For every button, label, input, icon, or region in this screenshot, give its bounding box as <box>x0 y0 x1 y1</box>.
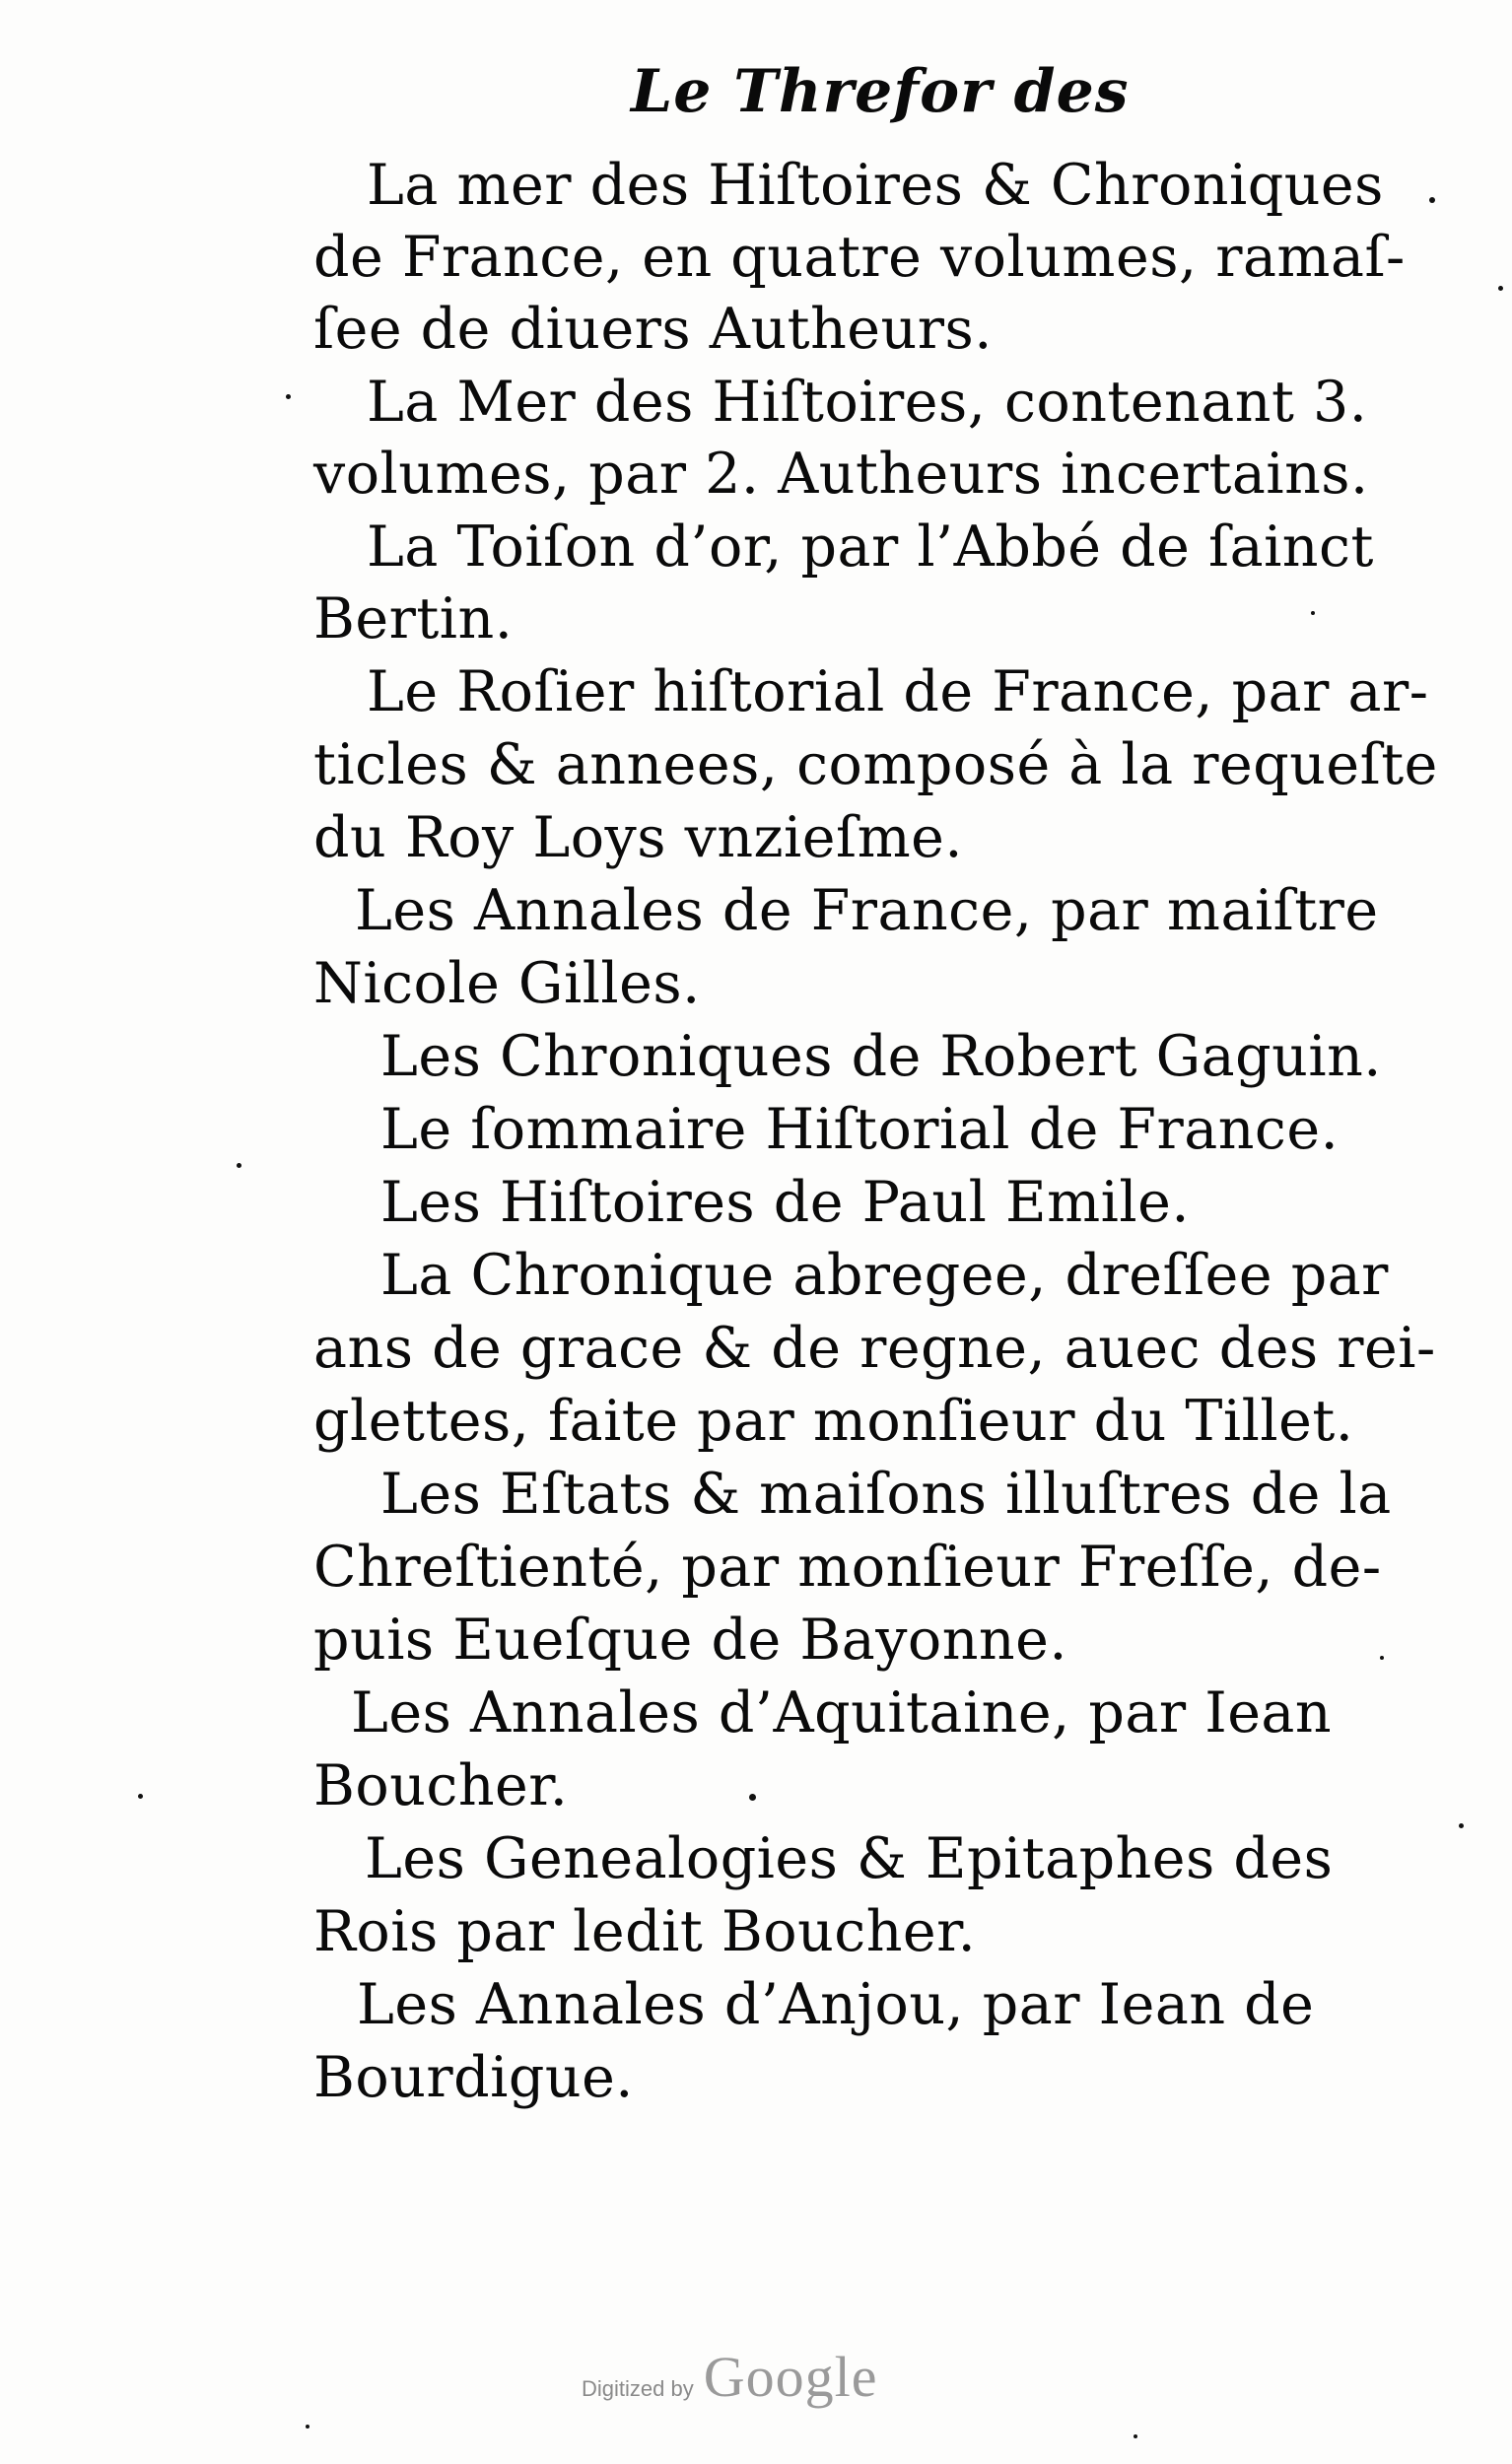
text-line: Bertin. <box>313 586 514 651</box>
scan-speck <box>138 1794 143 1799</box>
scan-speck <box>306 2425 309 2429</box>
scan-speck <box>749 1794 756 1801</box>
scan-speck <box>1380 1656 1384 1660</box>
text-line: Le Roſier hiſtorial de France, par ar- <box>367 659 1429 724</box>
scan-speck <box>286 394 291 399</box>
digitized-by-watermark <box>582 2344 877 2410</box>
text-line: puis Eueſque de Bayonne. <box>313 1608 1067 1673</box>
text-line: ticles & annees, composé à la requeſte <box>313 732 1438 797</box>
text-line: du Roy Loys vnzieſme. <box>313 805 964 870</box>
text-line: de France, en quatre volumes, ramaſ- <box>313 225 1406 290</box>
text-line: glettes, faite par monſieur du Tillet. <box>313 1389 1354 1454</box>
text-line: Chreſtienté, par monſieur Freſſe, de- <box>313 1535 1382 1600</box>
text-line: Les Hiſtoires de Paul Emile. <box>380 1170 1190 1235</box>
text-line: Rois par ledit Boucher. <box>313 1899 977 1964</box>
text-line: ans de grace & de regne, auec des rei- <box>313 1316 1436 1381</box>
text-line: Les Annales d’Aquitaine, par Iean <box>351 1680 1333 1745</box>
text-line: La Mer des Hiſtoires, contenant 3. <box>367 370 1368 435</box>
text-line: Nicole Gilles. <box>313 951 701 1016</box>
running-head: Le Threfor des <box>631 57 1130 126</box>
scan-speck <box>237 1163 241 1168</box>
text-line: La Chronique abregee, dreſſee par <box>380 1243 1389 1308</box>
text-line: Les Genealogies & Epitaphes des <box>365 1826 1334 1891</box>
text-line: Le ſommaire Hiſtorial de France. <box>380 1097 1340 1162</box>
text-line: Les Annales d’Anjou, par Iean de <box>357 1972 1315 2037</box>
digitized-label: Digitized by <box>582 2376 694 2401</box>
scan-speck <box>1459 1823 1464 1828</box>
text-line: Boucher. <box>313 1753 569 1818</box>
text-line: Bourdigue. <box>313 2045 634 2110</box>
text-line: La Toiſon d’or, par l’Abbé de ſainct <box>367 514 1374 580</box>
scan-speck <box>1429 197 1435 203</box>
scan-speck <box>1134 2434 1137 2438</box>
text-line: ſee de diuers Autheurs. <box>313 297 993 362</box>
scan-speck <box>1498 286 1503 291</box>
scan-speck <box>1311 611 1315 615</box>
text-line: La mer des Hiſtoires & Chroniques <box>367 153 1384 218</box>
text-line: volumes, par 2. Autheurs incertains. <box>313 442 1369 507</box>
text-line: Les Chroniques de Robert Gaguin. <box>380 1024 1382 1089</box>
google-logo: Google <box>703 2345 878 2409</box>
text-line: Les Annales de France, par maiſtre <box>355 878 1379 943</box>
text-line: Les Eſtats & maiſons illuſtres de la <box>380 1462 1392 1527</box>
